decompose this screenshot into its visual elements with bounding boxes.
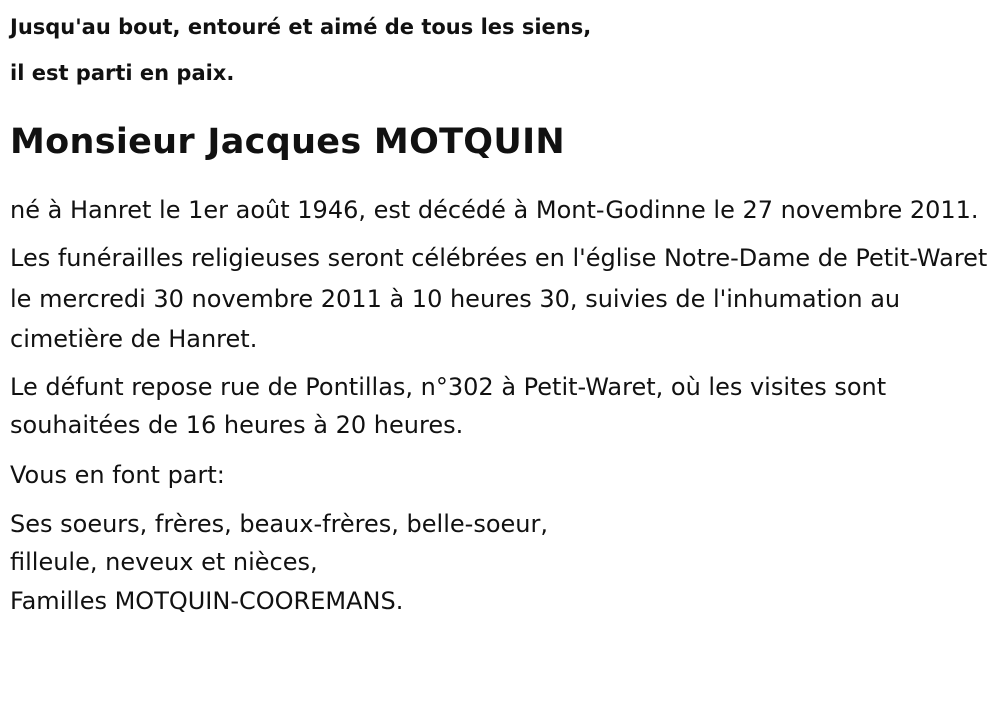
funeral-paragraph: Les funérailles religieuses seront célébrées en l'église Notre-Dame de Petit-Waret le mercredi 30 novembre 2011 à 10 heures 30, suivies de l'inhumation au cimetière de Hanret. — [10, 244, 988, 353]
family-line-1: Ses soeurs, frères, beaux-frères, belle-soeur, — [10, 509, 548, 538]
visits-paragraph: Le défunt repose rue de Pontillas, n°302 à Petit-Waret, où les visites sont souhaitées de 16 heures à 20 heures. — [10, 372, 887, 439]
family-line-3: Familles MOTQUIN-COOREMANS. — [10, 586, 404, 615]
family-line-2: filleule, neveux et nièces, — [10, 548, 318, 576]
intro-line-1: Jusqu'au bout, entouré et aimé de tous les siens, — [10, 15, 592, 39]
deceased-name: Monsieur Jacques MOTQUIN — [10, 122, 565, 162]
announce-paragraph: Vous en font part: — [10, 460, 225, 489]
birth-death-paragraph: né à Hanret le 1er août 1946, est décédé à Mont-Godinne le 27 novembre 2011. — [10, 196, 979, 224]
obituary-notice — [10, 0, 990, 620]
intro-line-2: il est parti en paix. — [10, 61, 235, 85]
family-list — [10, 505, 990, 621]
